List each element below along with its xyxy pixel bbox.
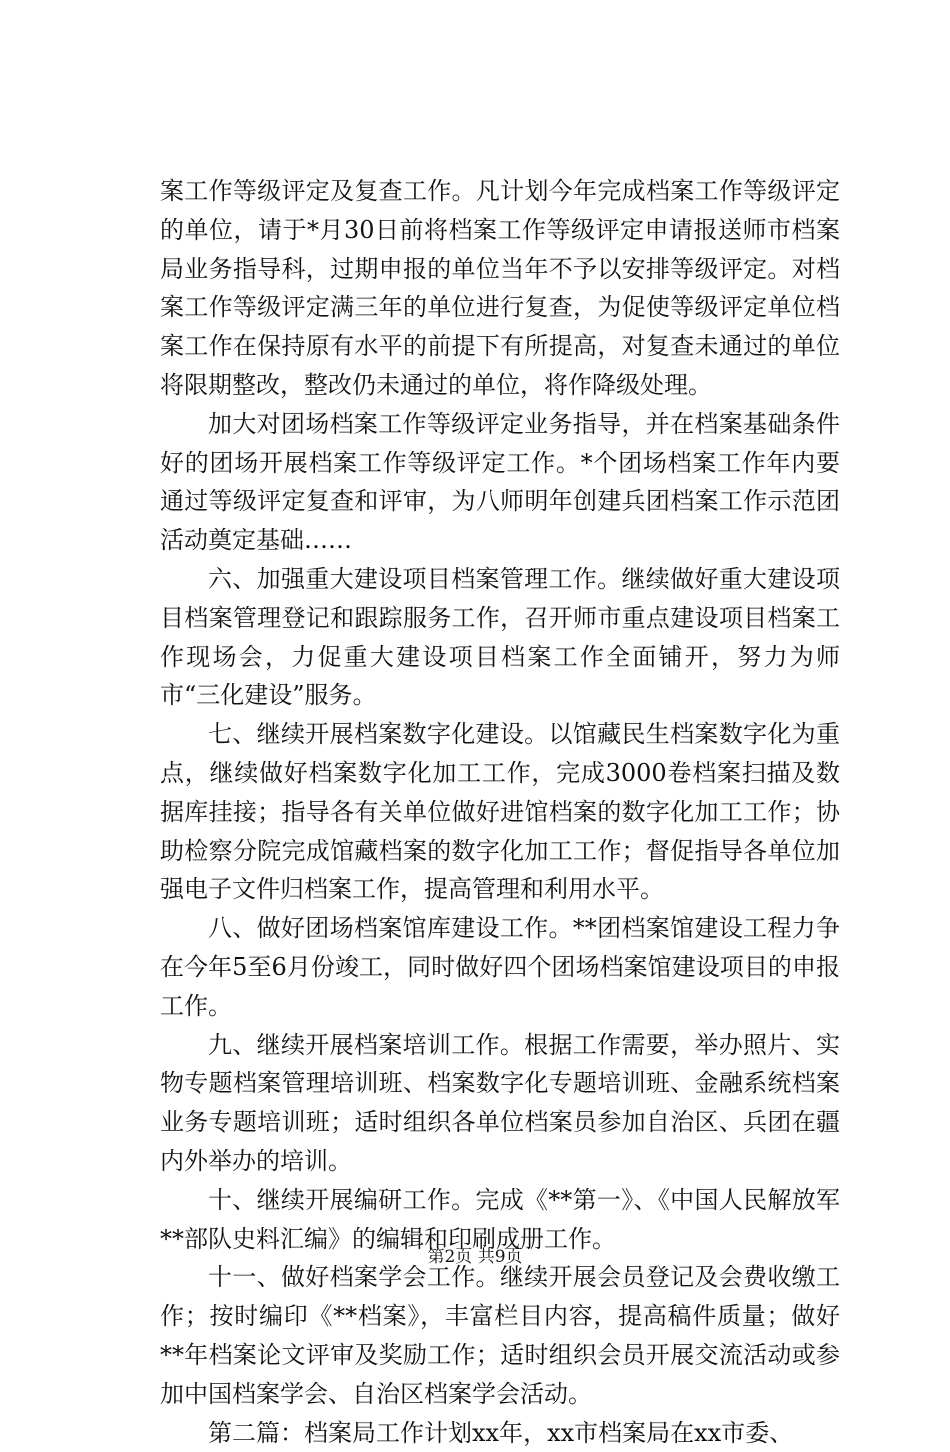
paragraph-5: 八、做好团场档案馆库建设工作。**团档案馆建设工程力争在今年5至6月份竣工，同时做好四个团场档案馆建设项目的申报工作。 xyxy=(160,909,840,1025)
page-number-label: 第2页 共9页 xyxy=(427,1247,522,1267)
paragraph-6: 九、继续开展档案培训工作。根据工作需要，举办照片、实物专题档案管理培训班、档案数字化专题培训班、金融系统档案业务专题培训班；适时组织各单位档案员参加自治区、兵团在疆内外举办的培训。 xyxy=(160,1026,840,1181)
paragraph-8: 十一、做好档案学会工作。继续开展会员登记及会费收缴工作；按时编印《**档案》，丰富栏目内容，提高稿件质量；做好**年档案论文评审及奖励工作；适时组织会员开展交流活动或参加中国档案学会、自治区档案学会活动。 xyxy=(160,1258,840,1413)
paragraph-1: 案工作等级评定及复查工作。凡计划今年完成档案工作等级评定的单位，请于*月30日前将档案工作等级评定申请报送师市档案局业务指导科，过期申报的单位当年不予以安排等级评定。对档案工作等级评定满三年的单位进行复查，为促使等级评定单位档案工作在保持原有水平的前提下有所提高，对复查未通过的单位将限期整改，整改仍未通过的单位，将作降级处理。 xyxy=(160,172,840,405)
paragraph-3: 六、加强重大建设项目档案管理工作。继续做好重大建设项目档案管理登记和跟踪服务工作，召开师市重点建设项目档案工作现场会，力促重大建设项目档案工作全面铺开，努力为师市“三化建设”服务。 xyxy=(160,560,840,715)
page-footer xyxy=(0,1246,950,1268)
paragraph-9: 第二篇：档案局工作计划xx年，xx市档案局在xx市委、 xyxy=(160,1414,840,1452)
paragraph-4: 七、继续开展档案数字化建设。以馆藏民生档案数字化为重点，继续做好档案数字化加工工作，完成3000卷档案扫描及数据库挂接；指导各有关单位做好进馆档案的数字化加工工作；协助检察分院完成馆藏档案的数字化加工工作；督促指导各单位加强电子文件归档案工作，提高管理和利用水平。 xyxy=(160,715,840,909)
paragraph-7: 十、继续开展编研工作。完成《**第一》、《中国人民解放军**部队史料汇编》的编辑和印刷成册工作。 xyxy=(160,1181,840,1259)
paragraph-2: 加大对团场档案工作等级评定业务指导，并在档案基础条件好的团场开展档案工作等级评定工作。*个团场档案工作年内要通过等级评定复查和评审，为八师明年创建兵团档案工作示范团活动奠定基础…… xyxy=(160,405,840,560)
